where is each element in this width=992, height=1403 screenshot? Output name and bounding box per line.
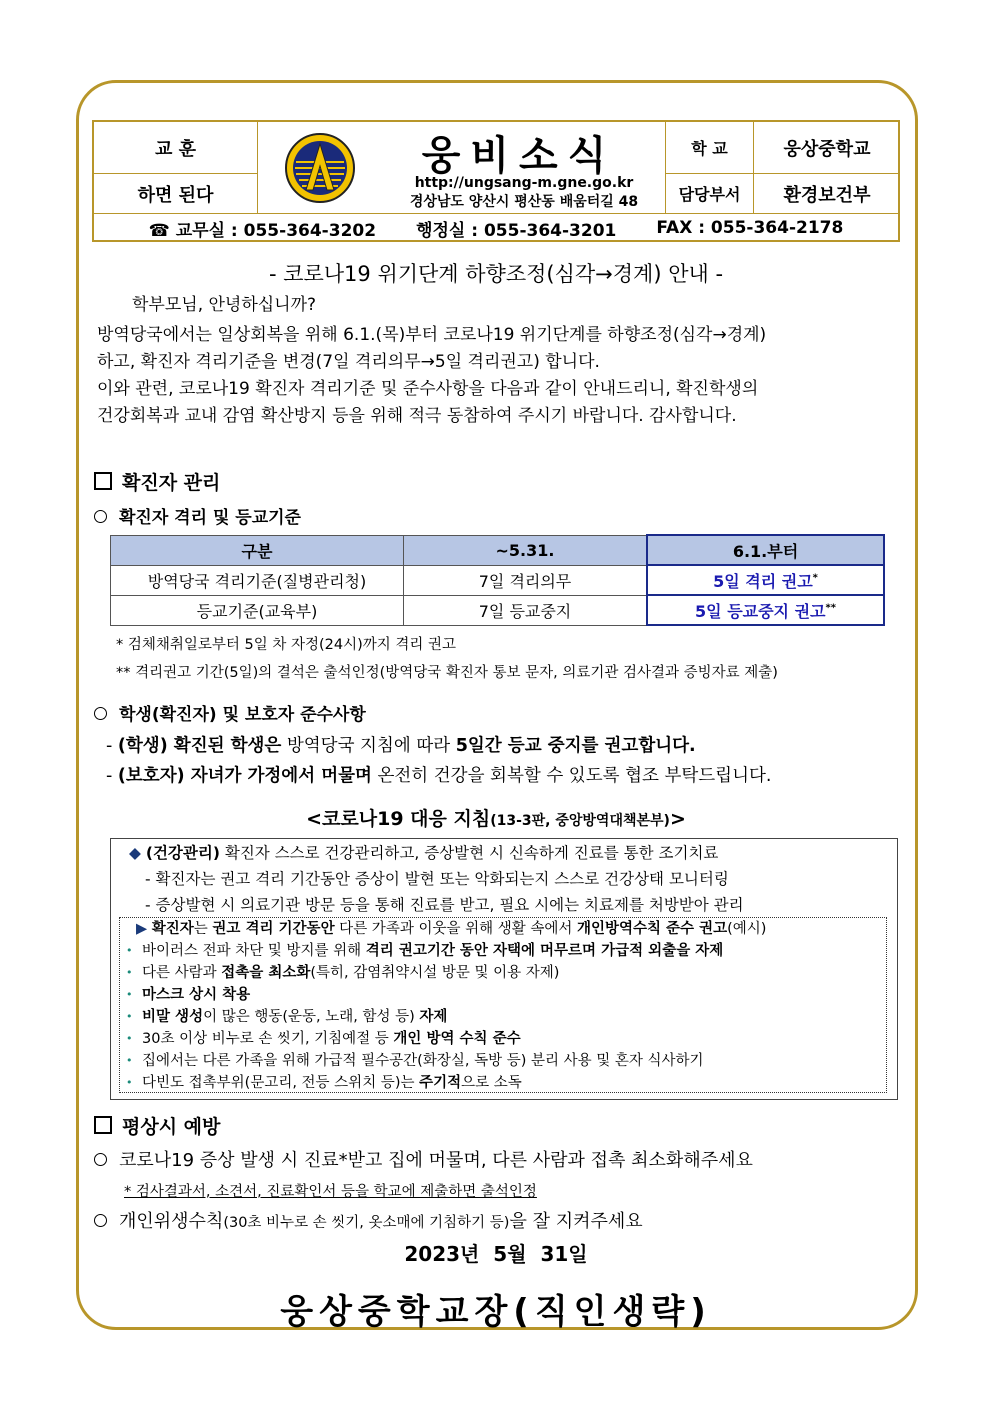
footnote-2: ** 격리권고 기간(5일)의 결석은 출석인정(방역당국 확진자 통보 문자, 의료기관 검사결과 증빙자료 제출) — [116, 665, 778, 681]
rule-bold: (학생) 확진된 학생은 — [117, 736, 282, 756]
table-header-row — [111, 535, 885, 565]
greeting: 학부모님, 안녕하십니까? — [132, 295, 317, 315]
health-sub: - 확진자는 권고 격리 기간동안 증상이 발현 또는 악화되는지 스스로 건강상태 모니터링 — [145, 870, 729, 888]
table-cell: 등교기준(교육부) — [111, 595, 404, 625]
dot-bullet-icon: • — [126, 1076, 133, 1089]
dot-bullet-icon: • — [126, 1032, 133, 1045]
table-cell: 7일 격리의무 — [404, 565, 648, 595]
rule-bold: (보호자) 자녀가 가정에서 머물며 — [117, 766, 372, 786]
diamond-bullet-icon: ◆ — [129, 844, 146, 862]
prevention-note: * 검사결과서, 소견서, 진료확인서 등을 학교에 제출하면 출석인정 — [124, 1184, 537, 1200]
table-cell-highlight — [647, 595, 884, 625]
prevention-text: 을 잘 지켜주세요 — [509, 1211, 643, 1232]
school-label: 학 교 — [666, 122, 754, 174]
principal-signature: 웅상중학교장(직인생략) — [280, 1292, 712, 1332]
item-bold: 마스크 상시 착용 — [142, 987, 251, 1003]
url-block — [384, 174, 664, 212]
item-text: 30초 이상 비누로 손 씻기, 기침예절 등 — [142, 1031, 394, 1047]
intro-line: 하고, 확진자 격리기준을 변경(7일 격리의무→5일 격리권고) 합니다. — [97, 352, 600, 372]
checkbox-square-icon — [94, 472, 112, 490]
guardian-rule — [106, 762, 771, 787]
list-item — [120, 962, 886, 984]
cell-value: 5일 등교중지 권고 — [695, 601, 826, 621]
list-item — [120, 1072, 886, 1094]
item-bold: 격리 권고기간 동안 자택에 머무르며 가급적 외출을 자제 — [365, 943, 724, 959]
item-text: 다빈도 접촉부위(문고리, 전등 스위치 등)는 — [142, 1075, 420, 1091]
health-bold: (건강관리) — [145, 844, 220, 862]
newsletter-header — [92, 120, 900, 242]
rule-text: 방역당국 지침에 따라 — [281, 736, 456, 756]
item-text: 집에서는 다른 가족을 위해 가급적 필수공간(화장실, 독방 등) 분리 사용 및 혼자 식사하기 — [142, 1053, 704, 1069]
list-item — [120, 1006, 886, 1028]
dot-bullet-icon: • — [126, 944, 133, 957]
phone-admin: 행정실 : 055-364-3201 — [416, 220, 617, 241]
footnote-1: * 검체채취일로부터 5일 차 자정(24시)까지 격리 권고 — [116, 637, 457, 653]
subsection-title: 확진자 격리 및 등교기준 — [119, 508, 301, 528]
intro-line: 방역당국에서는 일상회복을 위해 6.1.(목)부터 코로나19 위기단계를 하향조정(심각→경계) — [97, 325, 767, 345]
health-sub: - 증상발현 시 의료기관 방문 등을 통해 진료를 받고, 필요 시에는 치료제를 처방받아 관리 — [145, 896, 744, 914]
prevention-text: 개인위생수칙 — [119, 1211, 224, 1232]
circle-bullet-icon — [94, 1214, 107, 1227]
cell-value: 5일 격리 권고 — [713, 571, 813, 591]
inner-text: 는 — [193, 921, 213, 937]
column-header: 6.1.부터 — [647, 535, 884, 565]
item-text: (특히, 감염취약시설 방문 및 이용 자제) — [310, 965, 560, 981]
circle-bullet-icon — [94, 707, 107, 720]
table-row — [111, 595, 885, 625]
dept-name: 환경보건부 — [754, 174, 900, 214]
health-line — [129, 841, 718, 863]
item-text: 이 많은 행동(운동, 노래, 함성 등) — [203, 1009, 420, 1025]
intro-line: 건강회복과 교내 감염 확산방지 등을 위해 적극 동참하여 주시기 바랍니다. 감사합니다. — [97, 406, 737, 426]
intro-paragraph — [97, 322, 907, 430]
table-cell: 방역당국 격리기준(질병관리청) — [111, 565, 404, 595]
motto-label: 교 훈 — [94, 122, 258, 174]
intro-line: 이와 관련, 코로나19 확진자 격리기준 및 준수사항을 다음과 같이 안내드리니, 확진학생의 — [97, 379, 759, 399]
circle-bullet-icon — [94, 510, 107, 523]
school-address: 경상남도 양산시 평산동 배움터길 48 — [409, 194, 639, 210]
inner-head — [120, 918, 886, 940]
guide-box — [110, 838, 898, 1100]
item-text: 바이러스 전파 차단 및 방지를 위해 — [142, 943, 366, 959]
list-item — [120, 940, 886, 962]
prevention-item — [94, 1207, 643, 1233]
prevention-text-small: (30초 비누로 손 씻기, 옷소매에 기침하기 등) — [223, 1215, 510, 1231]
rule-text: 온전히 건강을 회복할 수 있도록 협조 부탁드립니다. — [371, 766, 772, 786]
subsection-rules — [94, 700, 366, 725]
dot-bullet-icon: • — [126, 1054, 133, 1067]
inner-text: 다른 가족과 이웃을 위해 생활 속에서 — [334, 921, 577, 937]
isolation-table — [110, 534, 885, 626]
school-logo — [284, 132, 356, 204]
section-management — [94, 468, 220, 495]
item-bold: 자제 — [419, 1009, 448, 1025]
school-url[interactable]: http://ungsang-m.gne.go.kr — [414, 175, 634, 191]
item-text: 다른 사람과 — [142, 965, 222, 981]
subsection-title: 학생(확진자) 및 보호자 준수사항 — [119, 705, 366, 725]
rule-bold: 5일간 등교 중지를 권고합니다. — [455, 736, 696, 756]
footnote-mark: ** — [825, 602, 836, 614]
triangle-bullet-icon: ▶ — [136, 921, 152, 937]
section-prevention — [94, 1112, 220, 1139]
inner-text: (예시) — [727, 921, 767, 937]
dot-bullet-icon: • — [126, 988, 133, 1001]
guide-title-main: <코로나19 대응 지침 — [306, 808, 491, 830]
prevention-item — [94, 1146, 753, 1172]
motto: 하면 된다 — [94, 174, 258, 214]
guide-title-edition: (13-3판, 중앙방역대책본부) — [490, 813, 670, 829]
column-header: 구분 — [111, 535, 404, 565]
list-item — [120, 984, 886, 1006]
column-header: ~5.31. — [404, 535, 648, 565]
guide-title — [92, 804, 900, 831]
phone-main: ☎ 교무실 : 055-364-3202 — [148, 220, 377, 241]
dash-bullet: - — [106, 736, 118, 756]
checkbox-square-icon — [94, 1116, 112, 1134]
item-bold: 개인 방역 수칙 준수 — [393, 1031, 521, 1047]
dept-label: 담당부서 — [666, 174, 754, 214]
item-bold: 주기적 — [419, 1075, 462, 1091]
item-text: 으로 소독 — [461, 1075, 522, 1091]
health-text: 확진자 스스로 건강관리하고, 증상발현 시 신속하게 진료를 통한 조기치료 — [219, 844, 719, 862]
fax-number: FAX : 055-364-2178 — [656, 218, 844, 238]
prevention-text: 코로나19 증상 발생 시 진료*받고 집에 머물며, 다른 사람과 접촉 최소화해주세요 — [119, 1150, 753, 1171]
list-item — [120, 1028, 886, 1050]
inner-bold: 권고 격리 기간동안 — [212, 921, 335, 937]
circle-bullet-icon — [94, 1153, 107, 1166]
guide-title-end: > — [669, 808, 686, 830]
item-bold: 접촉을 최소화 — [221, 965, 311, 981]
subsection-isolation — [94, 503, 301, 528]
notice-title: - 코로나19 위기단계 하향조정(심각→경계) 안내 - — [268, 262, 724, 286]
inner-bold: 개인방역수칙 준수 권고 — [576, 921, 728, 937]
school-name: 웅상중학교 — [754, 122, 900, 174]
item-bold: 비말 생성 — [142, 1009, 204, 1025]
student-rule — [106, 732, 696, 757]
table-cell-highlight — [647, 565, 884, 595]
table-row — [111, 565, 885, 595]
issue-date: 2023년 5월 31일 — [404, 1242, 588, 1266]
contact-bar — [94, 214, 898, 242]
newsletter-title: 웅비소식 — [421, 133, 617, 179]
section-title: 확진자 관리 — [122, 472, 221, 494]
inner-bold: 확진자 — [151, 921, 194, 937]
footnote-mark: * — [812, 572, 818, 584]
dot-bullet-icon: • — [126, 966, 133, 979]
guide-inner-box — [119, 917, 887, 1093]
list-item — [120, 1050, 886, 1072]
section-title: 평상시 예방 — [122, 1116, 221, 1138]
table-cell: 7일 등교중지 — [404, 595, 648, 625]
dash-bullet: - — [106, 766, 118, 786]
dot-bullet-icon: • — [126, 1010, 133, 1023]
